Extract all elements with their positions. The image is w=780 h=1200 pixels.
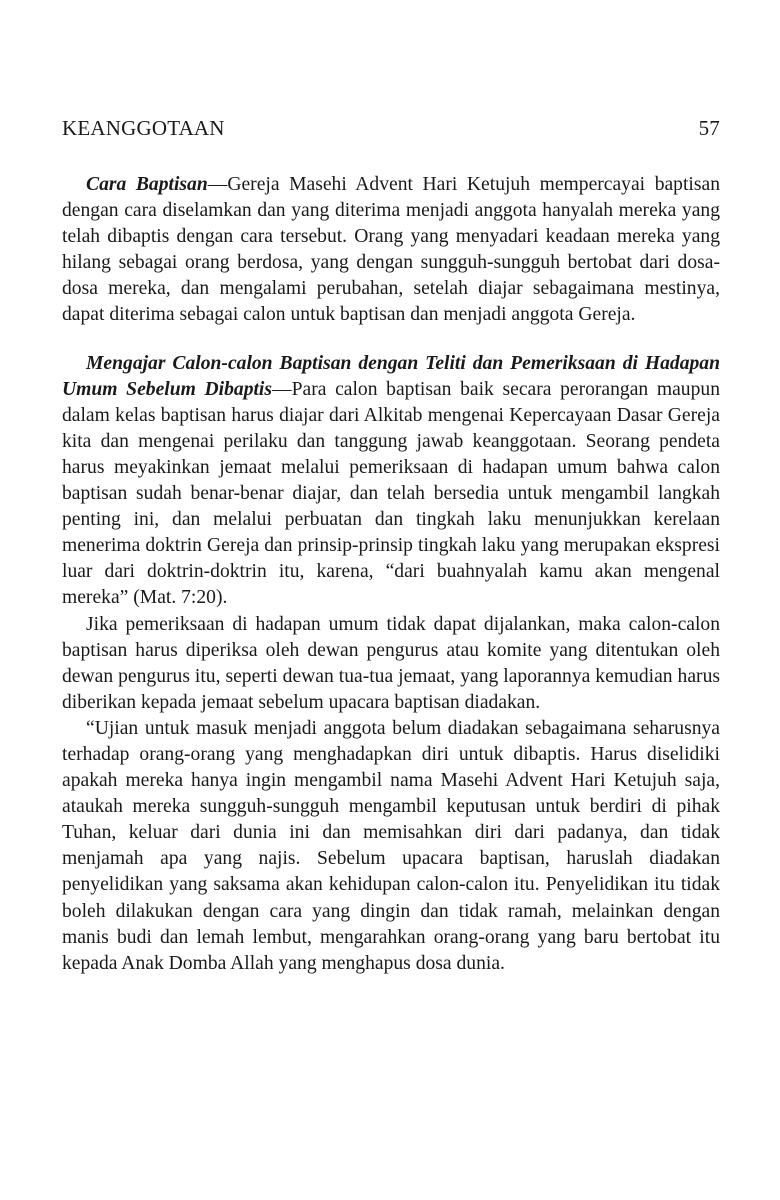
running-header (62, 116, 720, 141)
paragraph-heading: Mengajar Calon-calon Baptisan dengan Teliti dan Pemeriksaan di Hadapan Umum Sebelum Dibaptis (62, 352, 720, 400)
paragraph-cara-baptisan (62, 172, 720, 329)
running-title: KEANGGOTAAN (62, 116, 225, 140)
paragraph-quotation (62, 716, 720, 977)
paragraph-text: Jika pemeriksaan di hadapan umum tidak dapat dijalankan, maka calon-calon baptisan harus diperiksa oleh dewan pengurus atau komite yang ditentukan oleh dewan pengurus itu, seperti dewan tua-tua jemaat, yang laporannya kemudian harus diberikan kepada jemaat sebelum upacara baptisan diadakan. (62, 613, 720, 713)
paragraph-heading: Cara Baptisan (86, 174, 208, 195)
paragraph-text: —Gereja Masehi Advent Hari Ketujuh mempercayai baptisan dengan cara diselamkan dan yang diterima menjadi anggota hanyalah mereka yang telah dibaptis dengan cara tersebut. Orang yang menyadari keadaan mereka yang hilang sebagai orang berdosa, yang dengan sungguh-sungguh bertobat dari dosa-dosa mereka, dan mengalami perubahan, setelah diajar sebagaimana mestinya, dapat diterima sebagai calon untuk baptisan dan menjadi anggota Gereja. (62, 174, 720, 326)
paragraph-mengajar-calon (62, 351, 720, 612)
paragraph-text: —Para calon baptisan baik secara perorangan maupun dalam kelas baptisan harus diajar dari Alkitab mengenai Kepercayaan Dasar Gereja kita dan mengenai perilaku dan tanggung jawab keanggotaan. Seorang pendeta harus meyakinkan jemaat melalui pemeriksaan di hadapan umum bahwa calon baptisan sudah benar-benar diajar, dan telah bersedia untuk mengambil langkah penting ini, dan melalui perbuatan dan tingkah laku menunjukkan kerelaan menerima doktrin Gereja dan prinsip-prinsip tingkah laku yang merupakan ekspresi luar dari doktrin-doktrin itu, karena, “dari buahnyalah kamu akan mengenal mereka” (Mat. 7:20). (62, 378, 720, 609)
paragraph-pemeriksaan (62, 612, 720, 716)
paragraph-text: “Ujian untuk masuk menjadi anggota belum diadakan sebagaimana seharusnya terhadap orang-orang yang menghadapkan diri untuk dibaptis. Harus diselidiki apakah mereka hanya ingin mengambil nama Masehi Advent Hari Ketujuh saja, ataukah mereka sungguh-sungguh mengambil keputusan untuk berdiri di pihak Tuhan, keluar dari dunia ini dan memisahkan diri dari padanya, dan tidak menjamah apa yang najis. Sebelum upacara baptisan, haruslah diadakan penyelidikan yang saksama akan kehidupan calon-calon itu. Penyelidikan itu tidak boleh dilakukan dengan cara yang dingin dan tidak ramah, melainkan dengan manis budi dan lemah lembut, mengarahkan orang-orang yang baru bertobat itu kepada Anak Domba Allah yang menghapus dosa dunia. (62, 717, 720, 974)
page-number: 57 (698, 116, 720, 140)
page-body (62, 172, 720, 977)
